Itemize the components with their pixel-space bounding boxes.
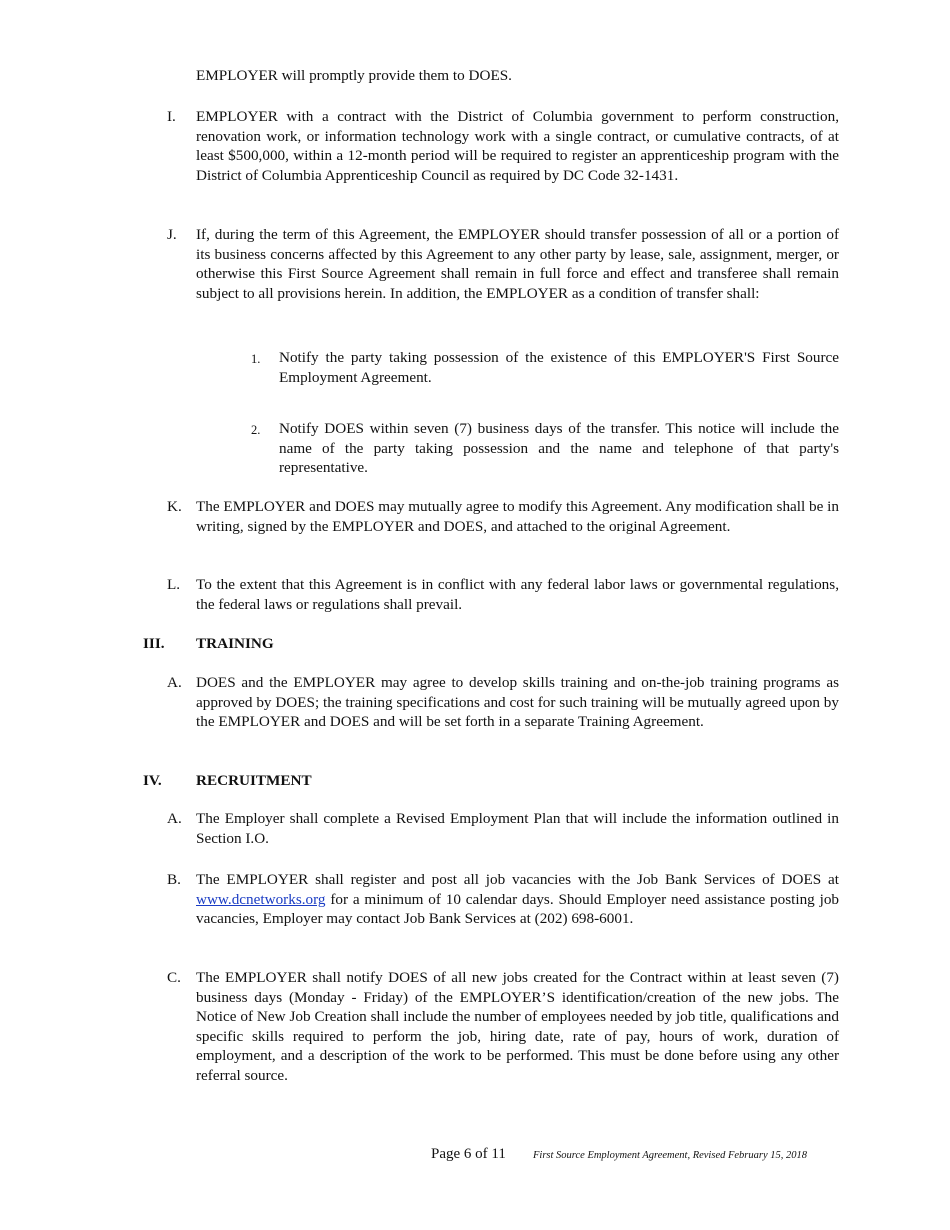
item-text-IV-B: The EMPLOYER shall register and post all job vacancies with the Job Bank Services of DOES at www.dcnetworks.org for a minimum of 10 calendar days. Should Employer need assistance posting job vacancies, Employer may contact Job Bank Services at (202) 698-6001.: [196, 871, 840, 928]
section-title-recruitment: RECRUITMENT: [196, 772, 312, 789]
item-marker: C.: [167, 969, 181, 986]
footer-note: First Source Employment Agreement, Revised February 15, 2018: [533, 1150, 808, 1161]
section-numeral: IV.: [143, 772, 162, 789]
item-marker: J.: [167, 226, 177, 243]
item-marker: K.: [167, 498, 182, 515]
dcnetworks-link[interactable]: www.dcnetworks.org: [196, 890, 326, 908]
continuation-paragraph: EMPLOYER will promptly provide them to DOES.: [196, 67, 512, 84]
section-numeral: III.: [143, 635, 165, 652]
subitem-marker: 2.: [251, 423, 261, 437]
item-text-IV-C: The EMPLOYER shall notify DOES of all new jobs created for the Contract within at least seven (7) business days (Monday - Friday) of the EMPLOYER’S identification/creation of the new jobs. The Notice of New Job Creation shall include the number of employees needed by job title, qualifications and specific skills required to perform the job, hiring date, rate of pay, hours of work, duration of employment, and a description of the work to be performed. This must be done before using any other referral source.: [196, 969, 839, 1084]
item-text-I: EMPLOYER with a contract with the District of Columbia government to perform construction, renovation work, or information technology work with a single contract, or cumulative contracts, of at least $500,000, within a 12-month period will be required to register an apprenticeship program with the District of Columbia Apprenticeship Council as required by DC Code 32-1431.: [196, 108, 839, 184]
page-number: Page 6 of 11: [431, 1146, 506, 1162]
item-marker: B.: [167, 871, 181, 888]
item-marker: I.: [167, 108, 176, 125]
subitem-text-2: Notify DOES within seven (7) business days of the transfer. This notice will include the name of the party taking possession and the name and telephone of that party's representative.: [279, 420, 839, 477]
item-text-K: The EMPLOYER and DOES may mutually agree to modify this Agreement. Any modification shall be in writing, signed by the EMPLOYER and DOES, and attached to the original Agreement.: [196, 498, 839, 535]
item-text-IV-A: The Employer shall complete a Revised Employment Plan that will include the information outlined in Section I.O.: [196, 810, 839, 847]
subitem-marker: 1.: [251, 352, 261, 366]
subitem-text-1: Notify the party taking possession of the existence of this EMPLOYER'S First Source Employment Agreement.: [279, 349, 839, 386]
item-text-III-A: DOES and the EMPLOYER may agree to develop skills training and on-the-job training programs as approved by DOES; the training specifications and cost for such training will be mutually agreed upon by the EMPLOYER and DOES and will be set forth in a separate Training Agreement.: [196, 674, 839, 731]
item-marker: A.: [167, 810, 182, 827]
item-text-L: To the extent that this Agreement is in conflict with any federal labor laws or governmental regulations, the federal laws or regulations shall prevail.: [196, 576, 839, 613]
item-text-J: If, during the term of this Agreement, the EMPLOYER should transfer possession of all or a portion of its business concerns affected by this Agreement to any other party by lease, sale, assignment, merger, or otherwise this First Source Agreement shall remain in full force and effect and transferee shall remain subject to all provisions herein. In addition, the EMPLOYER as a condition of transfer shall:: [196, 226, 839, 302]
item-marker: A.: [167, 674, 182, 691]
item-marker: L.: [167, 576, 181, 593]
section-title-training: TRAINING: [196, 635, 274, 652]
